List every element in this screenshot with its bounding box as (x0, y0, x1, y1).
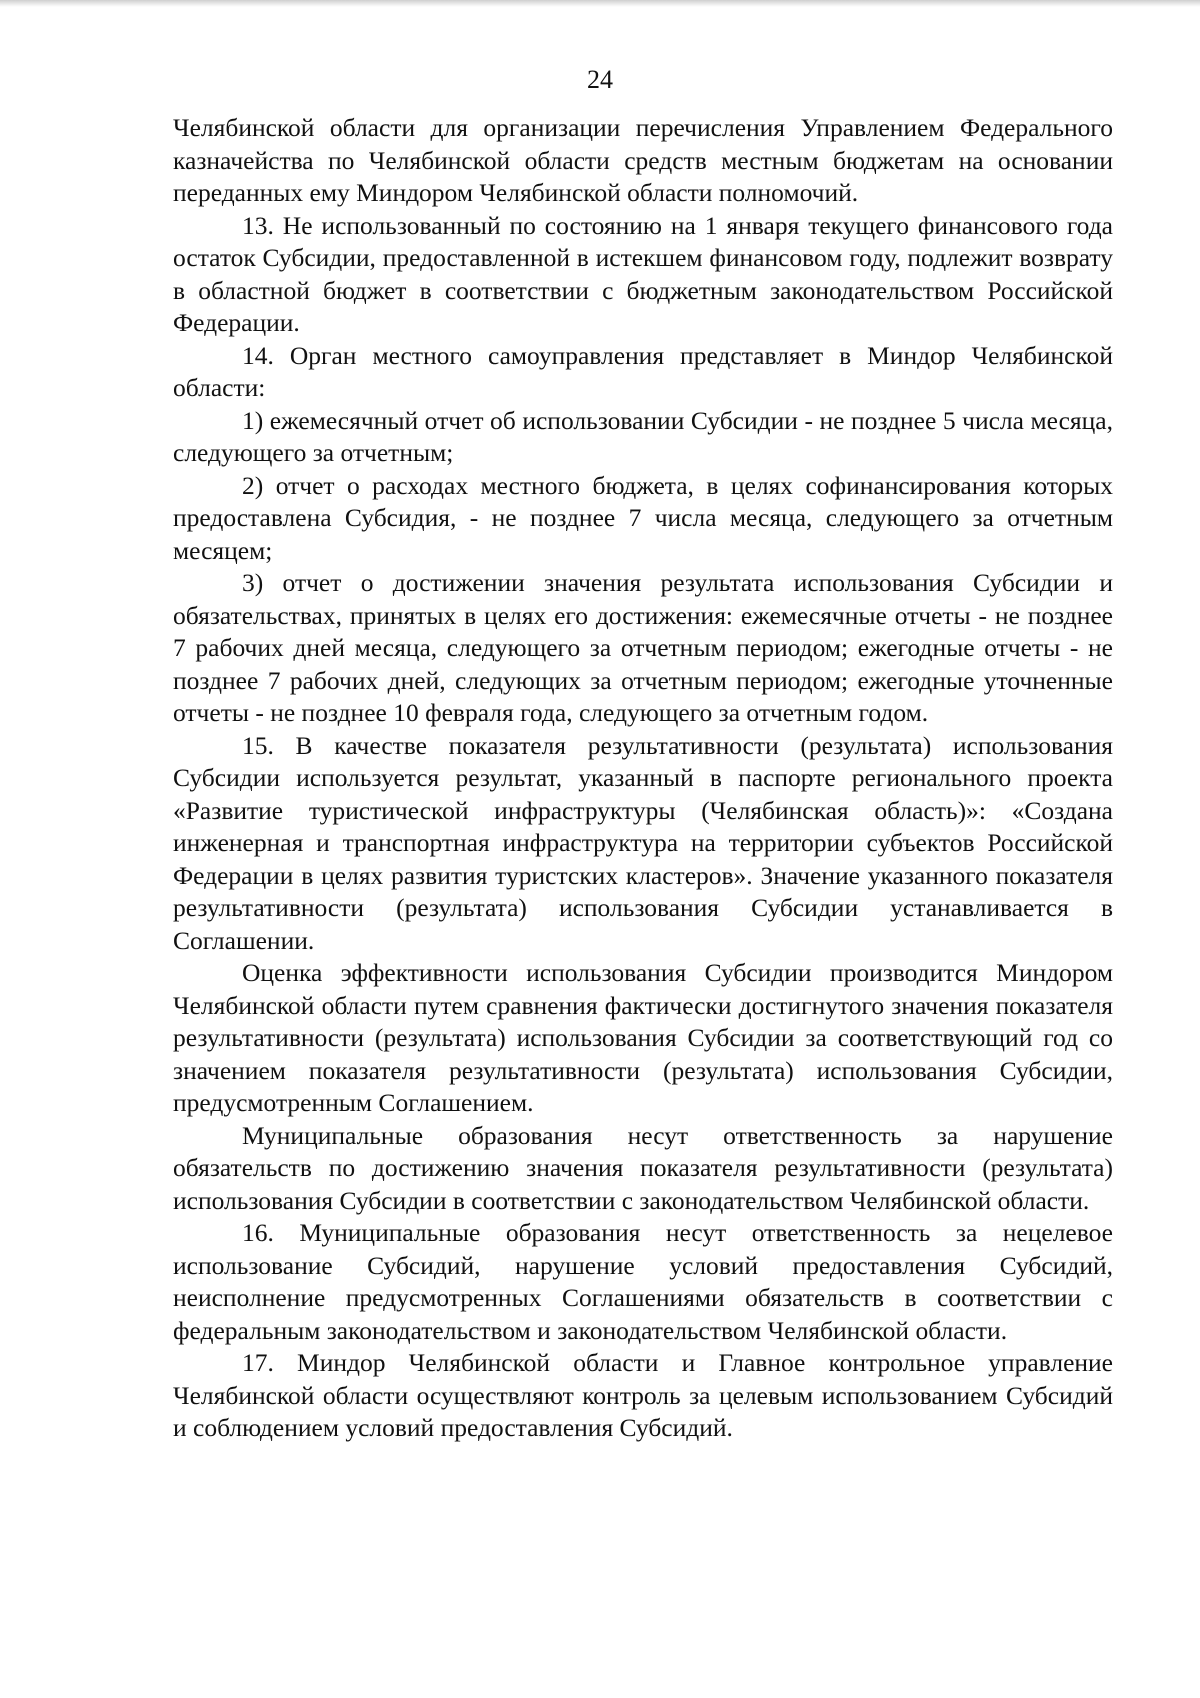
paragraph-clause-16: 16. Муниципальные образования несут ответственность за нецелевое использование Субсидий, нарушение условий предоставления Субсидий, неисполнение предусмотренных Соглашениями обязательств в соответствии с федеральным законодательством и законодательством Челябинской области. (173, 1218, 1113, 1345)
paragraph-clause-17: 17. Миндор Челябинской области и Главное контрольное управление Челябинской области осуществляют контроль за целевым использованием Субсидий и соблюдением условий предоставления Субсидий. (173, 1348, 1113, 1442)
scan-edge (0, 0, 1200, 7)
paragraph-clause-15: 15. В качестве показателя результативности (результата) использования Субсидии используется результат, указанный в паспорте регионального проекта «Развитие туристической инфраструктуры (Челябинская область)»: «Создана инженерная и транспортная инфраструктура на территории субъектов Российской Федерации в целях развития туристских кластеров». Значение указанного показателя результативности (результата) использования Субсидии устанавливается в Соглашении. (173, 730, 1113, 955)
paragraph-continuation: Челябинской области для организации перечисления Управлением Федерального казначейства по Челябинской области средств местным бюджетам на основании переданных ему Миндором Челябинской области полномочий. (173, 113, 1113, 207)
paragraph-clause-14-item-2: 2) отчет о расходах местного бюджета, в целях софинансирования которых предоставлена Субсидия, - не позднее 7 числа месяца, следующего за отчетным месяцем; (173, 470, 1113, 565)
paragraph-evaluation: Оценка эффективности использования Субсидии производится Миндором Челябинской области путем сравнения фактически достигнутого значения показателя результативности (результата) использования Субсидии за соответствующий год со значением показателя результативности (результата) использования Субсидии, предусмотренным Соглашением. (173, 958, 1113, 1117)
paragraph-clause-14: 14. Орган местного самоуправления представляет в Миндор Челябинской области: (173, 340, 1113, 402)
paragraph-responsibility: Муниципальные образования несут ответственность за нарушение обязательств по достижению значения показателя результативности (результата) использования Субсидии в соответствии с законодательством Челябинской области. (173, 1120, 1113, 1215)
page-number: 24 (587, 65, 613, 94)
paragraph-clause-14-item-1: 1) ежемесячный отчет об использовании Субсидии - не позднее 5 числа месяца, следующего за отчетным; (173, 405, 1113, 467)
paragraph-clause-13: 13. Не использованный по состоянию на 1 января текущего финансового года остаток Субсидии, предоставленной в истекшем финансовом году, подлежит возврату в областной бюджет в соответствии с бюджетным законодательством Российской Федерации. (173, 210, 1113, 337)
document-body (173, 112, 1113, 1445)
paragraph-clause-14-item-3: 3) отчет о достижении значения результата использования Субсидии и обязательствах, принятых в целях его достижения: ежемесячные отчеты - не позднее 7 рабочих дней месяца, следующего за отчетным периодом; ежегодные отчеты - не позднее 7 рабочих дней, следующих за отчетным периодом; ежегодные уточненные отчеты - не позднее 10 февраля года, следующего за отчетным годом. (173, 568, 1113, 727)
